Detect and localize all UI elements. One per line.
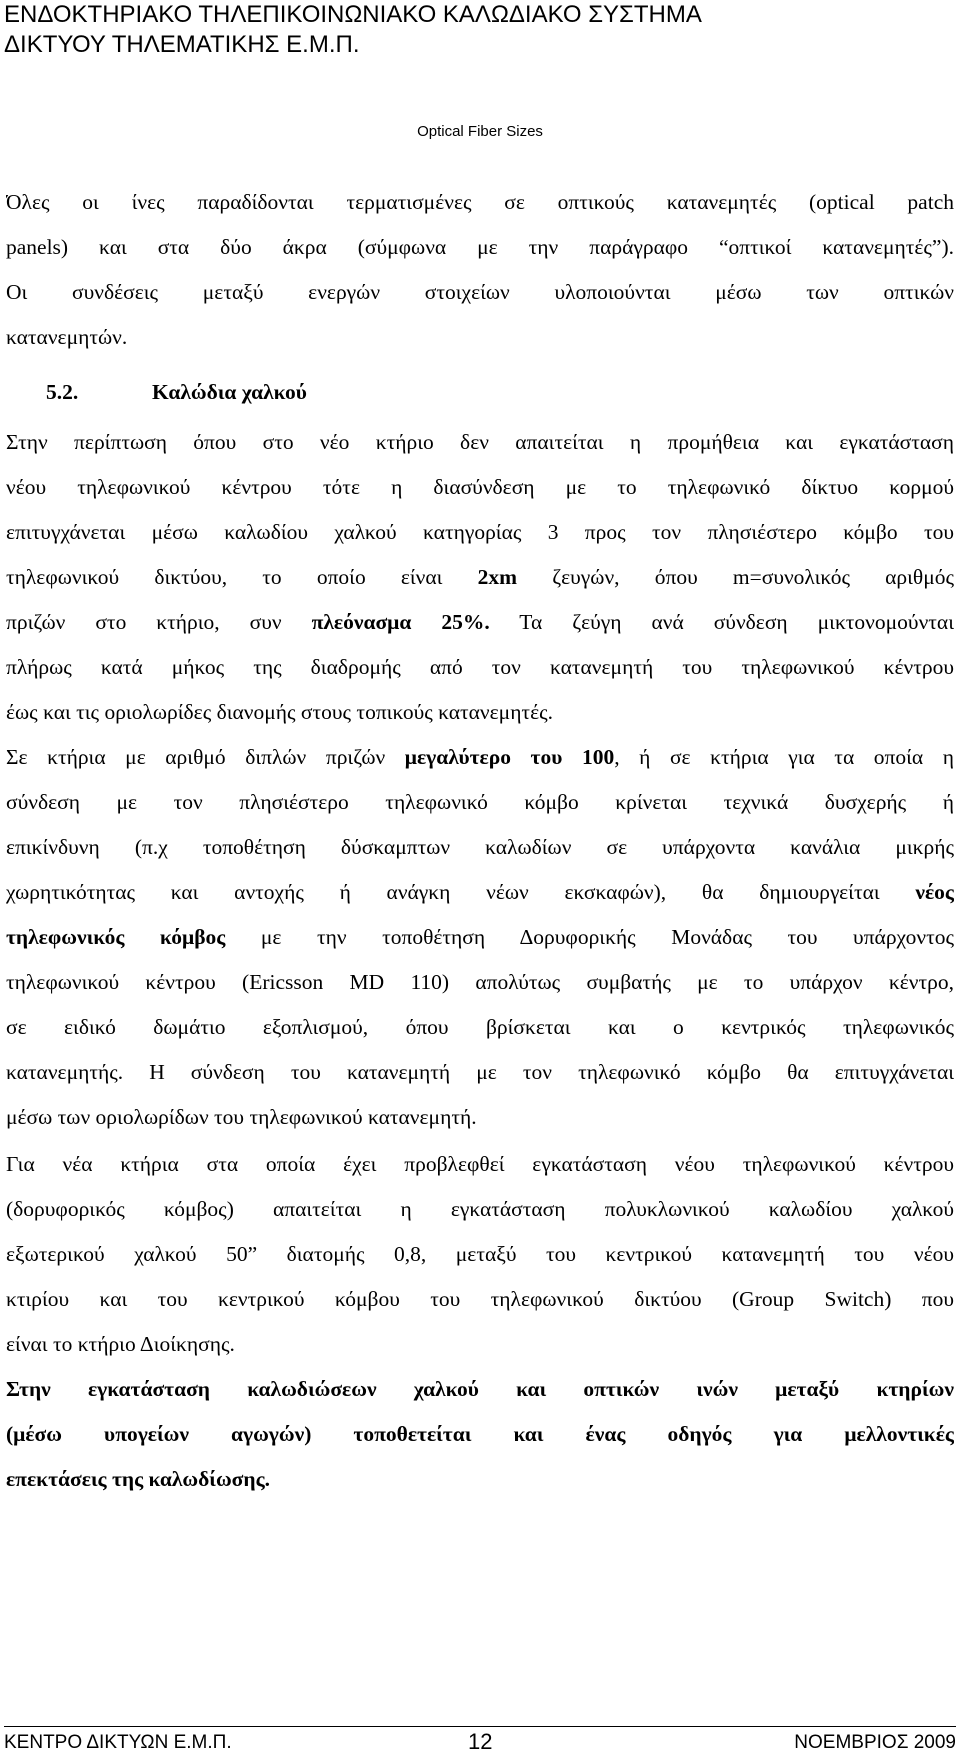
bold-text: νέος: [915, 880, 954, 904]
figure-caption: Optical Fiber Sizes: [417, 123, 543, 140]
text-line: κατανεμητών.: [6, 325, 128, 349]
paragraph-cabling-guide: [6, 1367, 954, 1502]
footer-date: ΝΟΕΜΒΡΙΟΣ 2009: [794, 1732, 956, 1753]
bold-text: μεγαλύτερο του 100: [404, 745, 615, 769]
text-line: κατανεμητής. Η σύνδεση του κατανεμητή με τον τηλεφωνικό κόμβο θα επιτυγχάνεται: [6, 1060, 954, 1084]
page-footer: [4, 1726, 956, 1757]
paragraph-new-buildings: [6, 1142, 954, 1367]
text-line: Για νέα κτήρια στα οποία έχει προβλεφθεί εγκατάσταση νέου τηλεφωνικού κέντρου: [6, 1152, 954, 1176]
text-line: Σε κτήρια με αριθμό διπλών πριζών μεγαλύτερο του 100, ή σε κτήρια για τα οποία η: [6, 745, 954, 769]
text-line: τηλεφωνικού κέντρου (Ericsson MD 110) απολύτως συμβατής με το υπάρχον κέντρο,: [6, 970, 954, 994]
text-line: (μέσω υπογείων αγωγών) τοποθετείται και ένας οδηγός για μελλοντικές: [6, 1422, 954, 1446]
section-number: 5.2.: [46, 380, 79, 404]
paragraph-fiber-termination: [6, 180, 954, 360]
bold-text: 2xm: [477, 565, 518, 589]
text-line: τηλεφωνικός κόμβος με την τοποθέτηση Δορυφορικής Μονάδας του υπάρχοντος: [6, 925, 954, 949]
text-line: επιτυγχάνεται μέσω καλωδίου χαλκού κατηγορίας 3 προς τον πλησιέστερο κόμβο του: [6, 520, 954, 544]
text-line: είναι το κτήριο Διοίκησης.: [6, 1332, 235, 1356]
text-line: νέου τηλεφωνικού κέντρου τότε η διασύνδεση με το τηλεφωνικό δίκτυο κορμού: [6, 475, 954, 499]
text-line: panels) και στα δύο άκρα (σύμφωνα με την παράγραφο “οπτικοί κατανεμητές”).: [6, 235, 954, 259]
text-line: επεκτάσεις της καλωδίωσης.: [6, 1467, 271, 1491]
text-line: χωρητικότητας και αντοχής ή ανάγκη νέων εκσκαφών), θα δημιουργείται νέος: [6, 880, 954, 904]
bold-text: τηλεφωνικός κόμβος: [6, 925, 226, 949]
text-line: σε ειδικό δωμάτιο εξοπλισμού, όπου βρίσκεται και ο κεντρικός τηλεφωνικός: [6, 1015, 954, 1039]
text-line: επικίνδυνη (π.χ τοποθέτηση δύσκαμπτων καλωδίων σε υπάρχοντα κανάλια μικρής: [6, 835, 954, 859]
text-line: εξωτερικού χαλκού 50” διατομής 0,8, μεταξύ του κεντρικού κατανεμητή του νέου: [6, 1242, 954, 1266]
bold-text: πλεόνασμα 25%.: [311, 610, 490, 634]
header-title-line-1: ΕΝΔΟΚΤΗΡΙΑΚΟ ΤΗΛΕΠΙΚΟΙΝΩΝΙΑΚΟ ΚΑΛΩΔΙΑΚΟ ΣΥΣΤΗΜΑ: [4, 1, 702, 28]
text-line: τηλεφωνικού δικτύου, το οποίο είναι 2xm ζευγών, όπου m=συνολικός αριθμός: [6, 565, 954, 589]
text-line: πλήρως κατά μήκος της διαδρομής από τον κατανεμητή του τηλεφωνικού κέντρου: [6, 655, 954, 679]
header-title-line-2: ΔΙΚΤΥΟΥ ΤΗΛΕΜΑΤΙΚΗΣ Ε.Μ.Π.: [4, 31, 360, 58]
section-title: Καλώδια χαλκού: [152, 380, 307, 404]
text-line: έως και τις οριολωρίδες διανομής στους τοπικούς κατανεμητές.: [6, 700, 553, 724]
paragraph-copper-interconnect: [6, 420, 954, 735]
text-line: (δορυφορικός κόμβος) απαιτείται η εγκατάσταση πολυκλωνικού καλωδίου χαλκού: [6, 1197, 954, 1221]
paragraph-satellite-node: [6, 735, 954, 1140]
text-line: Στην εγκατάσταση καλωδιώσεων χαλκού και οπτικών ινών μεταξύ κτηρίων: [6, 1377, 954, 1401]
text-line: μέσω των οριολωρίδων του τηλεφωνικού κατανεμητή.: [6, 1105, 477, 1129]
text-line: Στην περίπτωση όπου στο νέο κτήριο δεν απαιτείται η προμήθεια και εγκατάσταση: [6, 430, 954, 454]
section-heading: [46, 380, 307, 405]
page-header: [4, 0, 956, 60]
text-line: Οι συνδέσεις μεταξύ ενεργών στοιχείων υλοποιούνται μέσω των οπτικών: [6, 280, 954, 304]
footer-organization: ΚΕΝΤΡΟ ΔΙΚΤΥΩΝ Ε.Μ.Π.: [4, 1732, 232, 1753]
text-line: σύνδεση με τον πλησιέστερο τηλεφωνικό κόμβο κρίνεται τεχνικά δυσχερής ή: [6, 790, 954, 814]
text-line: κτιρίου και του κεντρικού κόμβου του τηλεφωνικού δικτύου (Group Switch) που: [6, 1287, 954, 1311]
page-number: 12: [468, 1729, 493, 1754]
text-line: πριζών στο κτήριο, συν πλεόνασμα 25%. Τα ζεύγη ανά σύνδεση μικτονομούνται: [6, 610, 954, 634]
text-line: Όλες οι ίνες παραδίδονται τερματισμένες σε οπτικούς κατανεμητές (optical patch: [6, 190, 954, 214]
